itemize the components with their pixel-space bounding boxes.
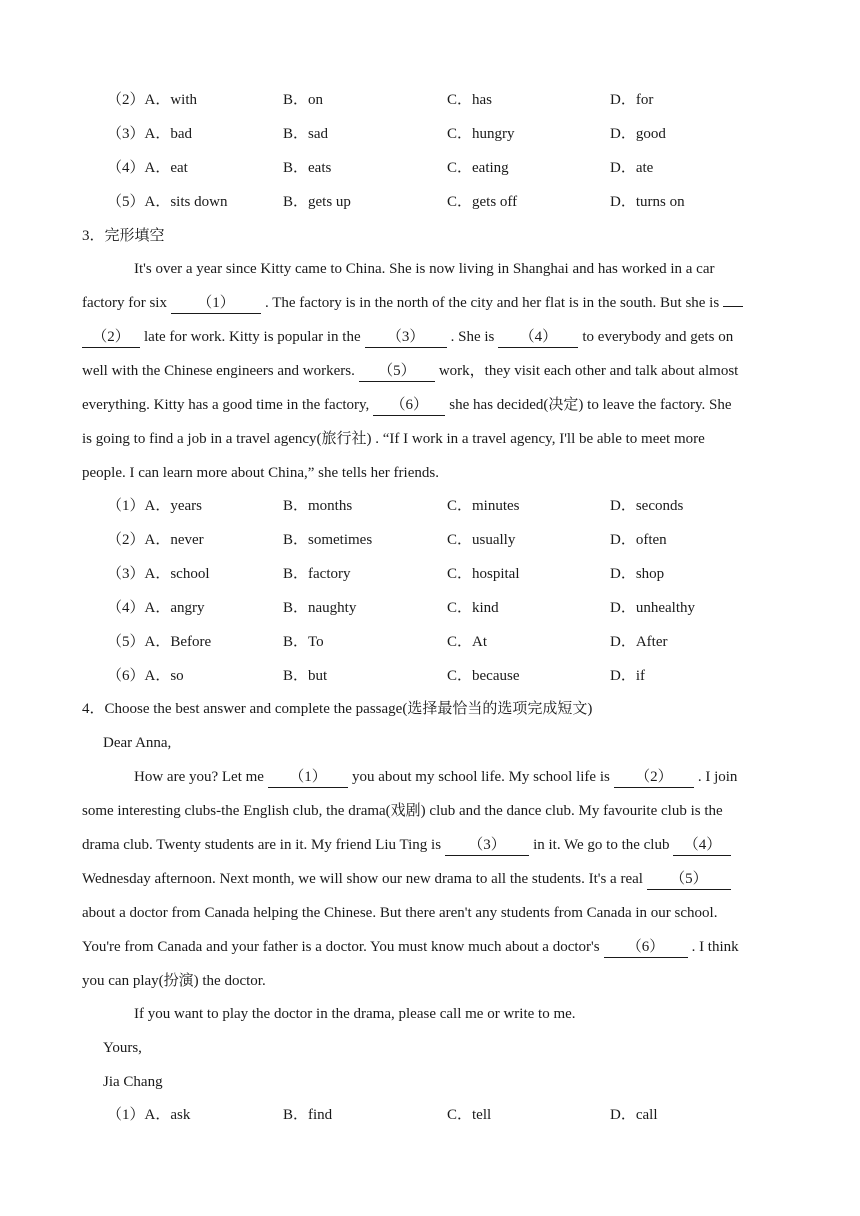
blank-6[interactable]: （6） bbox=[373, 395, 445, 416]
option-row-2-5 bbox=[0, 185, 860, 219]
passage-line: drama club. Twenty students are in it. My friend Liu Ting is （3） in it. We go to the club （4） bbox=[82, 828, 735, 862]
passage-line: Wednesday afternoon. Next month, we will show our new drama to all the students. It's a real （5） bbox=[82, 862, 735, 896]
option-b[interactable]: B．but bbox=[283, 668, 328, 684]
question-4-heading: 4．Choose the best answer and complete the passage(选择最恰当的选项完成短文) bbox=[82, 701, 593, 717]
option-b[interactable]: B．gets up bbox=[283, 194, 351, 210]
option-b[interactable]: B．sad bbox=[283, 126, 329, 142]
option-a[interactable]: （6）A．so bbox=[107, 668, 184, 684]
option-a[interactable]: （2）A．never bbox=[107, 532, 204, 548]
blank-3[interactable]: （3） bbox=[445, 835, 529, 856]
option-a[interactable]: （1）A．ask bbox=[107, 1107, 191, 1123]
option-d[interactable]: D．turns on bbox=[610, 194, 685, 210]
option-row-3-6 bbox=[0, 659, 860, 693]
option-d[interactable]: D．call bbox=[610, 1107, 658, 1123]
option-row-3-3 bbox=[0, 557, 860, 591]
passage-line: You're from Canada and your father is a doctor. You must know much about a doctor's （6） . I think bbox=[82, 930, 739, 964]
option-d[interactable]: D．ate bbox=[610, 160, 654, 176]
option-d[interactable]: D．unhealthy bbox=[610, 600, 695, 616]
option-b[interactable]: B．To bbox=[283, 634, 324, 650]
option-a[interactable]: （4）A．eat bbox=[107, 160, 188, 176]
option-a[interactable]: （4）A．angry bbox=[107, 600, 205, 616]
passage-line: everything. Kitty has a good time in the factory, （6） she has decided(决定) to leave the factory. She bbox=[82, 388, 732, 422]
option-b[interactable]: B．find bbox=[283, 1107, 333, 1123]
option-d[interactable]: D．seconds bbox=[610, 498, 684, 514]
blank-1[interactable]: （1） bbox=[268, 767, 348, 788]
passage-line: If you want to play the doctor in the drama, please call me or write to me. bbox=[134, 1006, 576, 1022]
blank-2[interactable]: （2） bbox=[82, 327, 140, 348]
blank-5[interactable]: （5） bbox=[647, 869, 731, 890]
option-row-2-2 bbox=[0, 83, 860, 117]
option-row-3-2 bbox=[0, 523, 860, 557]
option-c[interactable]: C．because bbox=[447, 668, 520, 684]
option-c[interactable]: C．tell bbox=[447, 1107, 492, 1123]
option-b[interactable]: B．factory bbox=[283, 566, 351, 582]
blank-6[interactable]: （6） bbox=[604, 937, 688, 958]
option-b[interactable]: B．eats bbox=[283, 160, 332, 176]
option-c[interactable]: C．minutes bbox=[447, 498, 520, 514]
option-c[interactable]: C．usually bbox=[447, 532, 516, 548]
option-row-3-1 bbox=[0, 489, 860, 523]
letter-greeting: Dear Anna, bbox=[103, 735, 172, 751]
passage-line: you can play(扮演) the doctor. bbox=[82, 973, 266, 989]
option-a[interactable]: （1）A．years bbox=[107, 498, 202, 514]
option-a[interactable]: （3）A．school bbox=[107, 566, 210, 582]
option-d[interactable]: D．good bbox=[610, 126, 666, 142]
option-a[interactable]: （5）A．sits down bbox=[107, 194, 228, 210]
option-c[interactable]: C．eating bbox=[447, 160, 509, 176]
option-d[interactable]: D．for bbox=[610, 92, 654, 108]
letter-closing: Yours, bbox=[103, 1040, 142, 1056]
blank-2-start[interactable] bbox=[723, 306, 743, 307]
passage-line: How are you? Let me （1） you about my school life. My school life is （2） . I join bbox=[134, 760, 737, 794]
option-d[interactable]: D．shop bbox=[610, 566, 665, 582]
passage-line: people. I can learn more about China,” she tells her friends. bbox=[82, 465, 439, 481]
passage-line: is going to find a job in a travel agency(旅行社) . “If I work in a travel agency, I'll be able to meet more bbox=[82, 431, 705, 447]
option-d[interactable]: D．if bbox=[610, 668, 645, 684]
passage-line: （2） late for work. Kitty is popular in the （3） . She is （4） to everybody and gets on bbox=[82, 320, 733, 354]
blank-4[interactable]: （4） bbox=[498, 327, 578, 348]
option-row-4-1 bbox=[0, 1098, 860, 1132]
option-c[interactable]: C．At bbox=[447, 634, 488, 650]
option-a[interactable]: （5）A．Before bbox=[107, 634, 212, 650]
option-b[interactable]: B．sometimes bbox=[283, 532, 373, 548]
option-row-3-5 bbox=[0, 625, 860, 659]
question-3-heading: 3．完形填空 bbox=[82, 228, 165, 244]
option-b[interactable]: B．naughty bbox=[283, 600, 357, 616]
option-c[interactable]: C．has bbox=[447, 92, 493, 108]
blank-2[interactable]: （2） bbox=[614, 767, 694, 788]
option-row-3-4 bbox=[0, 591, 860, 625]
option-row-2-3 bbox=[0, 117, 860, 151]
option-a[interactable]: （3）A．bad bbox=[107, 126, 193, 142]
option-d[interactable]: D．often bbox=[610, 532, 667, 548]
passage-line: It's over a year since Kitty came to China. She is now living in Shanghai and has worked in a car bbox=[134, 261, 715, 277]
option-a[interactable]: （2）A．with bbox=[107, 92, 198, 108]
option-c[interactable]: C．hospital bbox=[447, 566, 520, 582]
passage-line: about a doctor from Canada helping the Chinese. But there aren't any students from Canada in our school. bbox=[82, 905, 718, 921]
blank-3[interactable]: （3） bbox=[365, 327, 447, 348]
passage-line: factory for six （1） . The factory is in the north of the city and her flat is in the south. But she is bbox=[82, 286, 743, 320]
passage-line: some interesting clubs-the English club, the drama(戏剧) club and the dance club. My favourite club is the bbox=[82, 803, 723, 819]
option-c[interactable]: C．kind bbox=[447, 600, 499, 616]
letter-signature: Jia Chang bbox=[103, 1074, 163, 1090]
option-c[interactable]: C．hungry bbox=[447, 126, 515, 142]
blank-5[interactable]: （5） bbox=[359, 361, 435, 382]
option-c[interactable]: C．gets off bbox=[447, 194, 518, 210]
blank-4[interactable]: （4） bbox=[673, 835, 731, 856]
passage-line: well with the Chinese engineers and workers. （5） work，they visit each other and talk about almost bbox=[82, 354, 738, 388]
option-d[interactable]: D．After bbox=[610, 634, 668, 650]
option-b[interactable]: B．months bbox=[283, 498, 353, 514]
option-b[interactable]: B．on bbox=[283, 92, 324, 108]
blank-1[interactable]: （1） bbox=[171, 293, 261, 314]
option-row-2-4 bbox=[0, 151, 860, 185]
